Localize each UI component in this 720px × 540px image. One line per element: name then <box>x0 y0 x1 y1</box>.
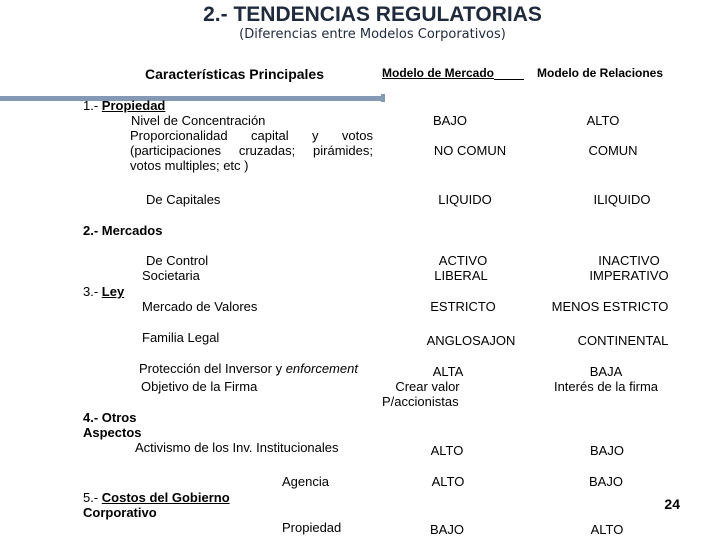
row-concentracion-relations: ALTO <box>586 113 620 128</box>
section-1-heading <box>83 98 165 113</box>
row-proporcionalidad-line3: votos multiples; etc ) <box>130 158 249 173</box>
row-agencia-market: ALTO <box>431 474 465 489</box>
row-valores-relations: MENOS ESTRICTO <box>551 299 669 314</box>
row-familia-market: ANGLOSAJON <box>426 333 516 348</box>
row-concentracion-label: Nivel de Concentración <box>131 113 266 128</box>
row-propiedad-costo-relations: ALTO <box>590 522 624 537</box>
row-control-market-2: LIBERAL <box>434 268 488 283</box>
header-market-model: Modelo de Mercado <box>382 66 495 80</box>
word: y <box>312 128 319 143</box>
section-1-number: 1.- <box>83 98 102 113</box>
row-control-relations-2: IMPERATIVO <box>589 268 669 283</box>
header-divider-tick <box>381 94 385 102</box>
row-objetivo-market-2: P/accionistas <box>382 394 459 409</box>
header-divider-bar <box>0 96 383 101</box>
section-5-heading-line1 <box>83 490 230 505</box>
section-4-heading-line1: 4.- Otros <box>83 410 137 425</box>
header-relations-model: Modelo de Relaciones <box>537 66 664 80</box>
row-activismo-relations: BAJO <box>590 443 624 458</box>
row-proporcionalidad-market: NO COMUN <box>433 143 507 158</box>
section-1-label: Propiedad <box>101 98 166 113</box>
row-proteccion-market: ALTA <box>432 364 464 379</box>
row-valores-label: Mercado de Valores <box>142 299 258 314</box>
section-2-heading: 2.- Mercados <box>83 223 163 238</box>
word: cruzadas; <box>238 143 296 158</box>
slide-title: 2.- TENDENCIAS REGULATORIAS <box>203 3 542 26</box>
row-activismo-market: ALTO <box>430 443 464 458</box>
row-proporcionalidad-line1 <box>130 128 373 143</box>
row-proteccion-relations: BAJA <box>589 364 623 379</box>
word: capital <box>251 128 289 143</box>
section-5-number: 5.- <box>83 490 102 505</box>
row-objetivo-market-1: Crear valor <box>395 379 460 394</box>
section-5-heading-line2: Corporativo <box>83 505 157 520</box>
page-number: 24 <box>664 496 680 512</box>
section-3-heading <box>83 284 124 299</box>
row-objetivo-label: Objetivo de la Firma <box>141 379 258 394</box>
section-5-label: Costos del Gobierno <box>101 490 230 505</box>
row-objetivo-relations: Interés de la firma <box>553 379 659 394</box>
row-control-line2: Societaria <box>142 268 200 283</box>
row-control-line1: De Control <box>146 253 209 268</box>
word: pirámides; <box>313 143 373 158</box>
row-propiedad-costo-label: Propiedad <box>282 520 342 535</box>
row-familia-label: Familia Legal <box>142 330 220 345</box>
row-proporcionalidad-relations: COMUN <box>588 143 638 158</box>
row-propiedad-costo-market: BAJO <box>430 522 464 537</box>
row-concentracion-market: BAJO <box>433 113 467 128</box>
row-valores-market: ESTRICTO <box>430 299 496 314</box>
row-proteccion-label-text: Protección del Inversor y <box>139 361 286 376</box>
section-4-heading-line2: Aspectos <box>83 425 142 440</box>
row-capitales-market: LIQUIDO <box>438 192 492 207</box>
row-control-market-1: ACTIVO <box>438 253 488 268</box>
word: votos <box>341 128 373 143</box>
row-proporcionalidad-line2 <box>130 143 373 158</box>
word: (participaciones <box>130 143 222 158</box>
row-control-relations-1: INACTIVO <box>598 253 660 268</box>
word: Proporcionalidad <box>130 128 228 143</box>
row-proteccion-label-italic: enforcement <box>285 361 358 376</box>
row-capitales-label: De Capitales <box>146 192 221 207</box>
header-underline-extension <box>494 79 524 80</box>
header-characteristics: Características Principales <box>145 66 324 82</box>
row-agencia-relations: BAJO <box>589 474 623 489</box>
row-activismo-label: Activismo de los Inv. Institucionales <box>135 440 339 455</box>
section-3-label: Ley <box>101 284 125 299</box>
row-proteccion-label <box>139 361 358 376</box>
slide-subtitle: (Diferencias entre Modelos Corporativos) <box>239 27 506 42</box>
row-capitales-relations: ILIQUIDO <box>593 192 651 207</box>
row-agencia-label: Agencia <box>282 474 329 489</box>
row-familia-relations: CONTINENTAL <box>577 333 669 348</box>
section-3-number: 3.- <box>83 284 102 299</box>
